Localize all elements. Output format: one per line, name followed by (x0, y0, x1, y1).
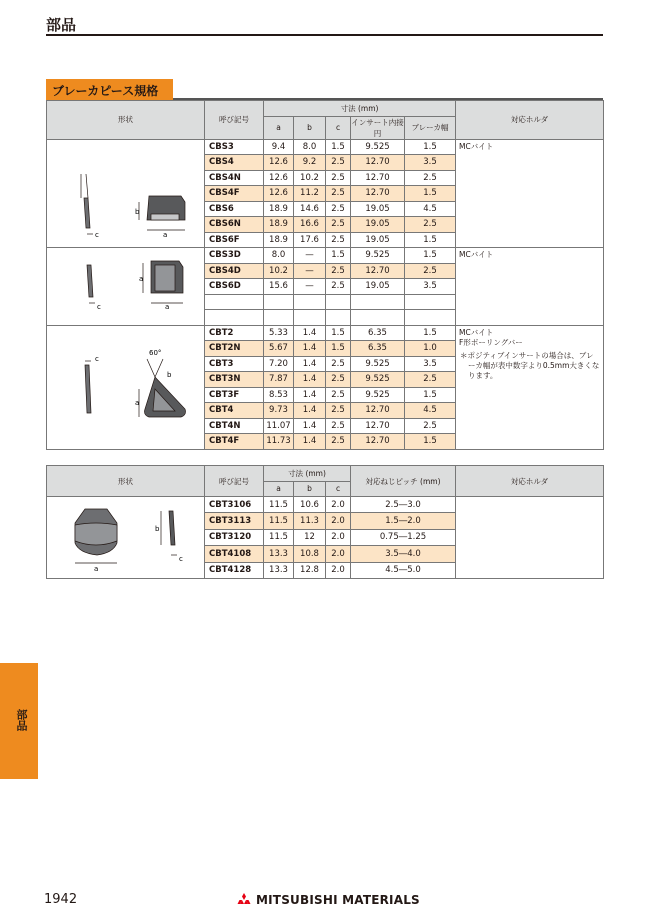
page-title: 部品 (46, 16, 77, 34)
code-cell: CBT4 (205, 403, 264, 419)
holder-cell (456, 139, 604, 248)
header2-c: c (326, 481, 351, 497)
header2-a: a (264, 481, 294, 497)
mitsubishi-logo-icon (236, 893, 252, 907)
value-cell: 2.5 (326, 356, 351, 372)
value-cell: 12.70 (351, 418, 405, 434)
value-cell: 3.5 (405, 155, 456, 171)
label-a: a (134, 398, 139, 407)
brand-logo (236, 893, 420, 907)
code-cell: CBT3106 (205, 497, 264, 513)
value-cell: 10.2 (264, 263, 294, 279)
value-cell: 11.3 (294, 513, 326, 529)
empty-cell (405, 310, 456, 326)
value-cell: 8.53 (264, 387, 294, 403)
value-cell: 9.4 (264, 139, 294, 155)
value-cell: 12.70 (351, 155, 405, 171)
code-cell: CBT3 (205, 356, 264, 372)
cbs-d-shape-diagram (51, 249, 201, 321)
empty-cell (294, 310, 326, 326)
value-cell: 8.0 (264, 248, 294, 264)
value-cell: 12.8 (294, 562, 326, 578)
value-cell: 12.70 (351, 403, 405, 419)
value-cell: 12.70 (351, 263, 405, 279)
value-cell: 16.6 (294, 217, 326, 233)
value-cell: 19.05 (351, 201, 405, 217)
value-cell: 9.525 (351, 372, 405, 388)
shape-cell (47, 497, 205, 579)
header2-shape: 形状 (47, 466, 205, 497)
value-cell: 1.4 (294, 403, 326, 419)
label-a: a (93, 565, 98, 573)
empty-cell (205, 294, 264, 310)
header2-holder: 対応ホルダ (456, 466, 604, 497)
value-cell: 9.525 (351, 356, 405, 372)
code-cell: CBS4D (205, 263, 264, 279)
code-cell: CBS6 (205, 201, 264, 217)
code-cell: CBS3 (205, 139, 264, 155)
value-cell: 1.5 (326, 248, 351, 264)
table-row (47, 497, 604, 513)
label-a-side: a (138, 274, 143, 283)
header-holder: 対応ホルダ (456, 101, 604, 140)
table-row (47, 139, 604, 155)
value-cell: 1.5 (326, 325, 351, 341)
value-cell: 9.525 (351, 387, 405, 403)
code-cell: CBS3D (205, 248, 264, 264)
value-cell: 2.0 (326, 562, 351, 578)
page-number: 1942 (44, 892, 78, 907)
value-cell: 12.6 (264, 155, 294, 171)
header-a: a (264, 116, 294, 139)
value-cell: 9.2 (294, 155, 326, 171)
value-cell: 2.5 (326, 186, 351, 202)
header-c: c (326, 116, 351, 139)
value-cell: 2.5 (326, 418, 351, 434)
section-title: ブレーカピース規格 (52, 84, 159, 98)
value-cell: 2.5 (326, 403, 351, 419)
value-cell: 2.5 (326, 155, 351, 171)
value-cell: 7.20 (264, 356, 294, 372)
label-c: c (96, 302, 101, 311)
value-cell: 4.5―5.0 (351, 562, 456, 578)
value-cell: 19.05 (351, 279, 405, 295)
value-cell: 18.9 (264, 232, 294, 248)
holder-name: MCバイト (459, 250, 494, 259)
value-cell: 11.5 (264, 513, 294, 529)
holder-cell (456, 325, 604, 449)
value-cell: 5.33 (264, 325, 294, 341)
value-cell: 2.5 (326, 387, 351, 403)
title-rule (46, 34, 603, 36)
label-b: b (154, 525, 159, 533)
value-cell: 7.87 (264, 372, 294, 388)
value-cell: 1.5―2.0 (351, 513, 456, 529)
value-cell: 1.4 (294, 341, 326, 357)
cbs-shape-diagram (51, 144, 201, 239)
value-cell: 19.05 (351, 232, 405, 248)
cbt-shape-diagram (51, 331, 201, 441)
breaker-piece-table (46, 100, 604, 450)
label-a-bottom: a (164, 302, 169, 311)
value-cell: 2.5 (405, 217, 456, 233)
code-cell: CBT3F (205, 387, 264, 403)
value-cell: 11.5 (264, 529, 294, 545)
label-a: a (162, 231, 167, 240)
value-cell: 3.5 (405, 279, 456, 295)
value-cell: 2.0 (326, 529, 351, 545)
table-row (47, 248, 604, 264)
value-cell: 1.4 (294, 372, 326, 388)
code-cell: CBS6D (205, 279, 264, 295)
code-cell: CBS6N (205, 217, 264, 233)
header2-pitch: 対応ねじピッチ (mm) (351, 466, 456, 497)
value-cell: 1.5 (326, 341, 351, 357)
value-cell: 2.5 (326, 217, 351, 233)
value-cell: 1.4 (294, 387, 326, 403)
value-cell: — (294, 248, 326, 264)
value-cell: 1.4 (294, 418, 326, 434)
empty-cell (351, 310, 405, 326)
holder-name: MCバイト (459, 141, 494, 151)
value-cell: 15.6 (264, 279, 294, 295)
empty-cell (326, 310, 351, 326)
value-cell: 1.0 (405, 341, 456, 357)
value-cell: 1.4 (294, 434, 326, 450)
value-cell: 9.525 (351, 139, 405, 155)
empty-cell (405, 294, 456, 310)
value-cell: 10.2 (294, 170, 326, 186)
holder-name: MCバイト (459, 327, 494, 337)
label-c: c (94, 354, 99, 363)
value-cell: 9.73 (264, 403, 294, 419)
value-cell: 2.0 (326, 546, 351, 562)
value-cell: 2.5 (326, 372, 351, 388)
value-cell: 1.5 (405, 248, 456, 264)
value-cell: 3.5―4.0 (351, 546, 456, 562)
value-cell: 1.5 (405, 186, 456, 202)
value-cell: 2.5 (326, 170, 351, 186)
value-cell: 11.73 (264, 434, 294, 450)
value-cell: 17.6 (294, 232, 326, 248)
code-cell: CBT3N (205, 372, 264, 388)
value-cell: 1.5 (326, 139, 351, 155)
value-cell: 13.3 (264, 546, 294, 562)
value-cell: 2.0 (326, 497, 351, 513)
value-cell: 8.0 (294, 139, 326, 155)
empty-cell (351, 294, 405, 310)
value-cell: 9.525 (351, 248, 405, 264)
label-angle: 60° (148, 348, 161, 357)
value-cell: 3.5 (405, 356, 456, 372)
value-cell: 10.6 (294, 497, 326, 513)
value-cell: 10.8 (294, 546, 326, 562)
code-cell: CBT4N (205, 418, 264, 434)
value-cell: 11.2 (294, 186, 326, 202)
value-cell: 4.5 (405, 403, 456, 419)
value-cell: 18.9 (264, 201, 294, 217)
value-cell: 2.5―3.0 (351, 497, 456, 513)
value-cell: 12 (294, 529, 326, 545)
code-cell: CBT2N (205, 341, 264, 357)
value-cell: 6.35 (351, 341, 405, 357)
section-header (46, 79, 603, 100)
value-cell: 0.75―1.25 (351, 529, 456, 545)
code-cell: CBS6F (205, 232, 264, 248)
code-cell: CBT3113 (205, 513, 264, 529)
label-c: c (178, 555, 183, 563)
side-tab (0, 663, 38, 779)
empty-cell (264, 294, 294, 310)
header-dims: 寸法 (mm) (264, 101, 456, 117)
value-cell: 1.4 (294, 356, 326, 372)
value-cell: 19.05 (351, 217, 405, 233)
value-cell: 2.5 (326, 434, 351, 450)
value-cell: 6.35 (351, 325, 405, 341)
code-cell: CBT4F (205, 434, 264, 450)
value-cell: 12.6 (264, 170, 294, 186)
value-cell: 12.70 (351, 186, 405, 202)
value-cell: 11.07 (264, 418, 294, 434)
shape-cell (47, 248, 205, 326)
value-cell: 2.5 (405, 372, 456, 388)
empty-cell (326, 294, 351, 310)
side-tab-label: 部品 (15, 709, 28, 731)
code-cell: CBS4F (205, 186, 264, 202)
thread-breaker-table (46, 465, 604, 579)
value-cell: 14.6 (294, 201, 326, 217)
brand-name: MITSUBISHI MATERIALS (256, 893, 420, 907)
header-breaker-width: ブレーカ幅 (405, 116, 456, 139)
empty-cell (294, 294, 326, 310)
value-cell: 2.5 (405, 418, 456, 434)
table-row (47, 325, 604, 341)
value-cell: 2.5 (326, 263, 351, 279)
value-cell: 5.67 (264, 341, 294, 357)
header2-code: 呼び記号 (205, 466, 264, 497)
value-cell: 2.5 (326, 201, 351, 217)
label-c: c (94, 231, 99, 240)
value-cell: 1.5 (405, 434, 456, 450)
empty-cell (264, 310, 294, 326)
shape-cell (47, 139, 205, 248)
code-cell: CBT4108 (205, 546, 264, 562)
header2-dims: 寸法 (mm) (264, 466, 351, 482)
holder-name-2: F形ボーリングバー (459, 337, 523, 347)
holder-note: ＊ポジティブインサートの場合は、ブレーカ幅が表中数字より0.5mm大きくなります。 (460, 350, 600, 380)
value-cell: 12.6 (264, 186, 294, 202)
cbt-thread-shape-diagram (51, 497, 201, 575)
value-cell: 1.5 (405, 325, 456, 341)
value-cell: 18.9 (264, 217, 294, 233)
header-code: 呼び記号 (205, 101, 264, 140)
code-cell: CBT3120 (205, 529, 264, 545)
value-cell: 12.70 (351, 170, 405, 186)
holder-cell (456, 248, 604, 326)
code-cell: CBS4 (205, 155, 264, 171)
value-cell: 1.5 (405, 387, 456, 403)
value-cell: 2.5 (326, 279, 351, 295)
value-cell: 1.4 (294, 325, 326, 341)
value-cell: 2.5 (405, 170, 456, 186)
header-insert-circle: インサート内接円 (351, 117, 404, 138)
value-cell: 12.70 (351, 434, 405, 450)
header-b: b (294, 116, 326, 139)
shape-cell (47, 325, 205, 449)
label-b: b (134, 208, 139, 217)
value-cell: — (294, 263, 326, 279)
value-cell: 13.3 (264, 562, 294, 578)
header2-b: b (294, 481, 326, 497)
holder-cell (456, 497, 604, 579)
value-cell: 11.5 (264, 497, 294, 513)
value-cell: 2.5 (326, 232, 351, 248)
value-cell: — (294, 279, 326, 295)
value-cell: 2.5 (405, 263, 456, 279)
label-b: b (166, 370, 171, 379)
value-cell: 1.5 (405, 139, 456, 155)
value-cell: 4.5 (405, 201, 456, 217)
value-cell: 1.5 (405, 232, 456, 248)
value-cell: 2.0 (326, 513, 351, 529)
empty-cell (205, 310, 264, 326)
code-cell: CBT2 (205, 325, 264, 341)
header-shape: 形状 (47, 101, 205, 140)
code-cell: CBS4N (205, 170, 264, 186)
code-cell: CBT4128 (205, 562, 264, 578)
